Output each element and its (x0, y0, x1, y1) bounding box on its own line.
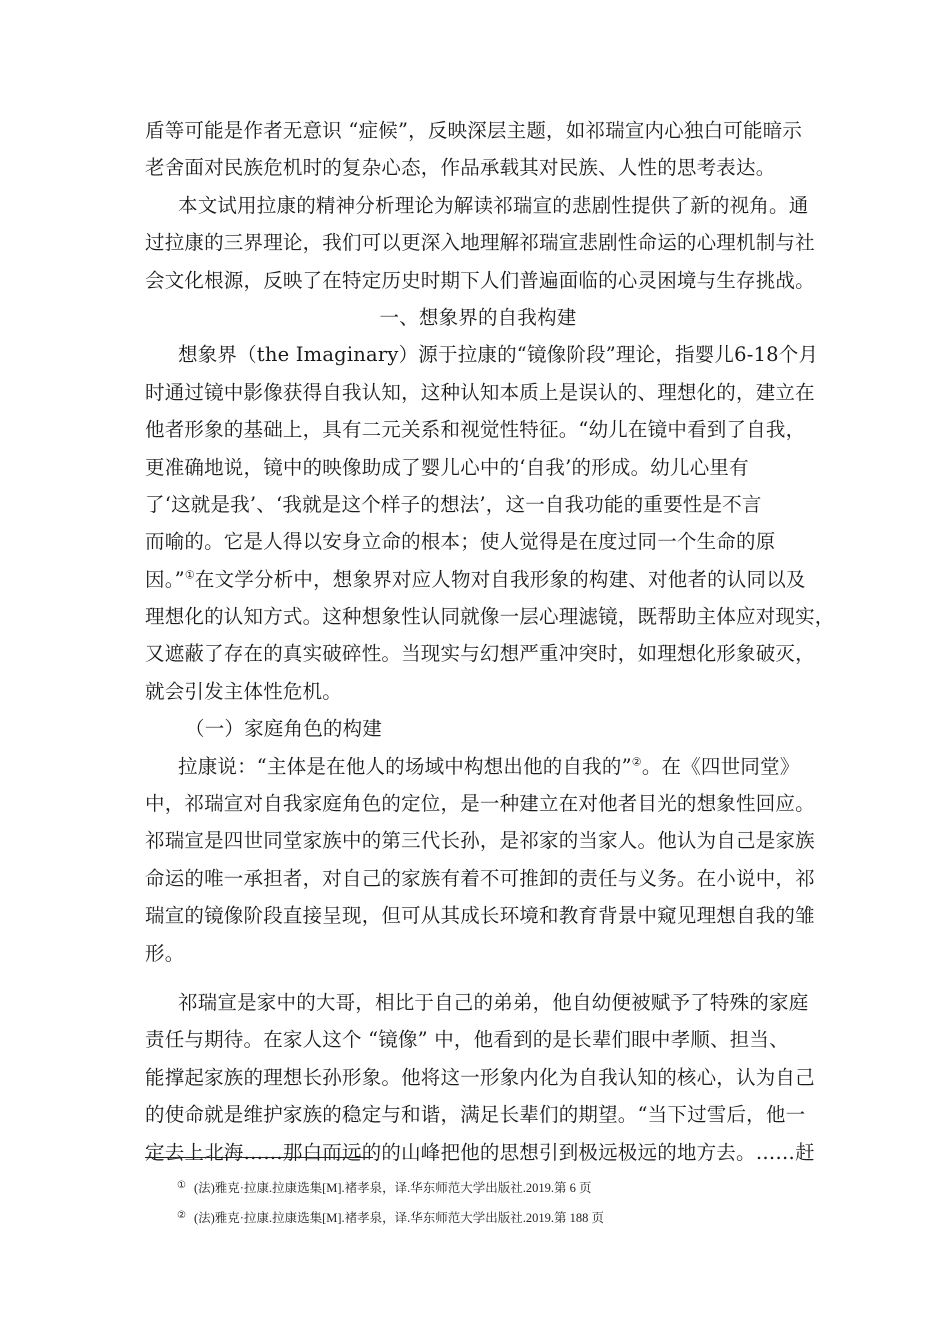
footnote-2 (177, 1201, 817, 1231)
quote-end: 因。” (145, 567, 185, 591)
subsection-heading: （一）家庭角色的构建 (185, 717, 383, 741)
paragraph-text: 。在《四世同堂》 (641, 754, 800, 778)
paragraph-line: 的使命就是维护家族的稳定与和谐，满足长辈们的期望。“当下过雪后，他一 (145, 1103, 806, 1127)
paragraph-line: 会文化根源，反映了在特定历史时期下人们普遍面临的心灵困境与生存挑战。 (145, 268, 815, 292)
footnote-text: (法)雅克·拉康.拉康选集[M].褚孝泉，译.华东师范大学出版社.2019.第 6 页 (193, 1181, 592, 1195)
paragraph-line: 中，祁瑞宣对自我家庭角色的定位，是一种建立在对他者目光的想象性回应。 (145, 792, 815, 816)
footnote-divider (145, 1157, 373, 1158)
footnote-text: (法)雅克·拉康.拉康选集[M].褚孝泉，译.华东师范大学出版社.2019.第 188 页 (193, 1211, 605, 1225)
paragraph-line: 他者形象的基础上，具有二元关系和视觉性特征。“幼儿在镜中看到了自我， (145, 418, 806, 442)
footnote-1 (177, 1171, 817, 1201)
paragraph-line: 本文试用拉康的精神分析理论为解读祁瑞宣的悲剧性提供了新的视角。通 (178, 193, 809, 217)
paragraph-line (145, 561, 811, 598)
paragraph-line: 瑞宣的镜像阶段直接呈现，但可从其成长环境和教育背景中窥见理想自我的雏 (145, 904, 815, 928)
paragraph-line: 更准确地说，镜中的映像助成了婴儿心中的‘自我’的形成。幼儿心里有 (145, 455, 749, 479)
paragraph-line: 责任与期待。在家人这个 “镜像” 中，他看到的是长辈们眼中孝顺、担当、 (145, 1028, 789, 1052)
paragraph-line: 命运的唯一承担者，对自己的家族有着不可推卸的责任与义务。在小说中，祁 (145, 866, 815, 890)
paragraph-line: 而喻的。它是人得以安身立命的根本；使人觉得是在度过同一个生命的原 (145, 530, 776, 554)
paragraph-line: 形。 (145, 941, 185, 965)
paragraph-line: 就会引发主体性危机。 (145, 679, 343, 703)
paragraph-line: 盾等可能是作者无意识 “症候”，反映深层主题，如祁瑞宣内心独白可能暗示 (145, 119, 803, 142)
paragraph-line: 理想化的认知方式。这种想象性认同就像一层心理滤镜，既帮助主体应对现实， (145, 605, 835, 629)
paragraph-line: 老舍面对民族危机时的复杂心态，作品承载其对民族、人性的思考表达。 (145, 156, 776, 180)
footnote-ref-1[interactable]: ① (184, 568, 195, 582)
footnote-marker: ② (177, 1210, 186, 1221)
paragraph-line: 了‘这就是我’、‘我就是这个样子的想法’，这一自我功能的重要性是不言 (145, 492, 762, 516)
paragraph-line: 定去上北海……那白而远的的山峰把他的思想引到极远极远的地方去。……赶 (145, 1140, 815, 1164)
paragraph-line: 想象界（the Imaginary）源于拉康的“镜像阶段”理论，指婴儿6-18个月 (178, 343, 819, 367)
paragraph-text: 拉康说：“主体是在他人的场域中构想出他的自我的” (178, 754, 632, 778)
paragraph-line (145, 748, 811, 785)
paragraph-text: 在文学分析中，想象界对应人物对自我形象的构建、对他者的认同以及 (194, 567, 806, 591)
footnote-marker: ① (177, 1180, 186, 1191)
paragraph-line: 祁瑞宣是四世同堂家族中的第三代长孙，是祁家的当家人。他认为自己是家族 (145, 829, 815, 853)
paragraph-line: 过拉康的三界理论，我们可以更深入地理解祁瑞宣悲剧性命运的心理机制与社 (145, 231, 815, 255)
footnote-ref-2[interactable]: ② (631, 755, 642, 769)
paragraph-line: 又遮蔽了存在的真实破碎性。当现实与幻想严重冲突时，如理想化形象破灭， (145, 642, 815, 666)
paragraph-gap (145, 972, 811, 984)
paragraph-line: 祁瑞宣是家中的大哥，相比于自己的弟弟，他自幼便被赋予了特殊的家庭 (178, 990, 809, 1014)
footnotes (177, 1171, 817, 1231)
main-text (145, 112, 835, 1171)
paragraph-line: 能撑起家族的理想长孙形象。他将这一形象内化为自我认知的核心，认为自己 (145, 1065, 815, 1089)
section-heading: 一、想象界的自我构建 (379, 305, 577, 329)
paragraph-line: 时通过镜中影像获得自我认知，这种认知本质上是误认的、理想化的，建立在 (145, 380, 815, 404)
